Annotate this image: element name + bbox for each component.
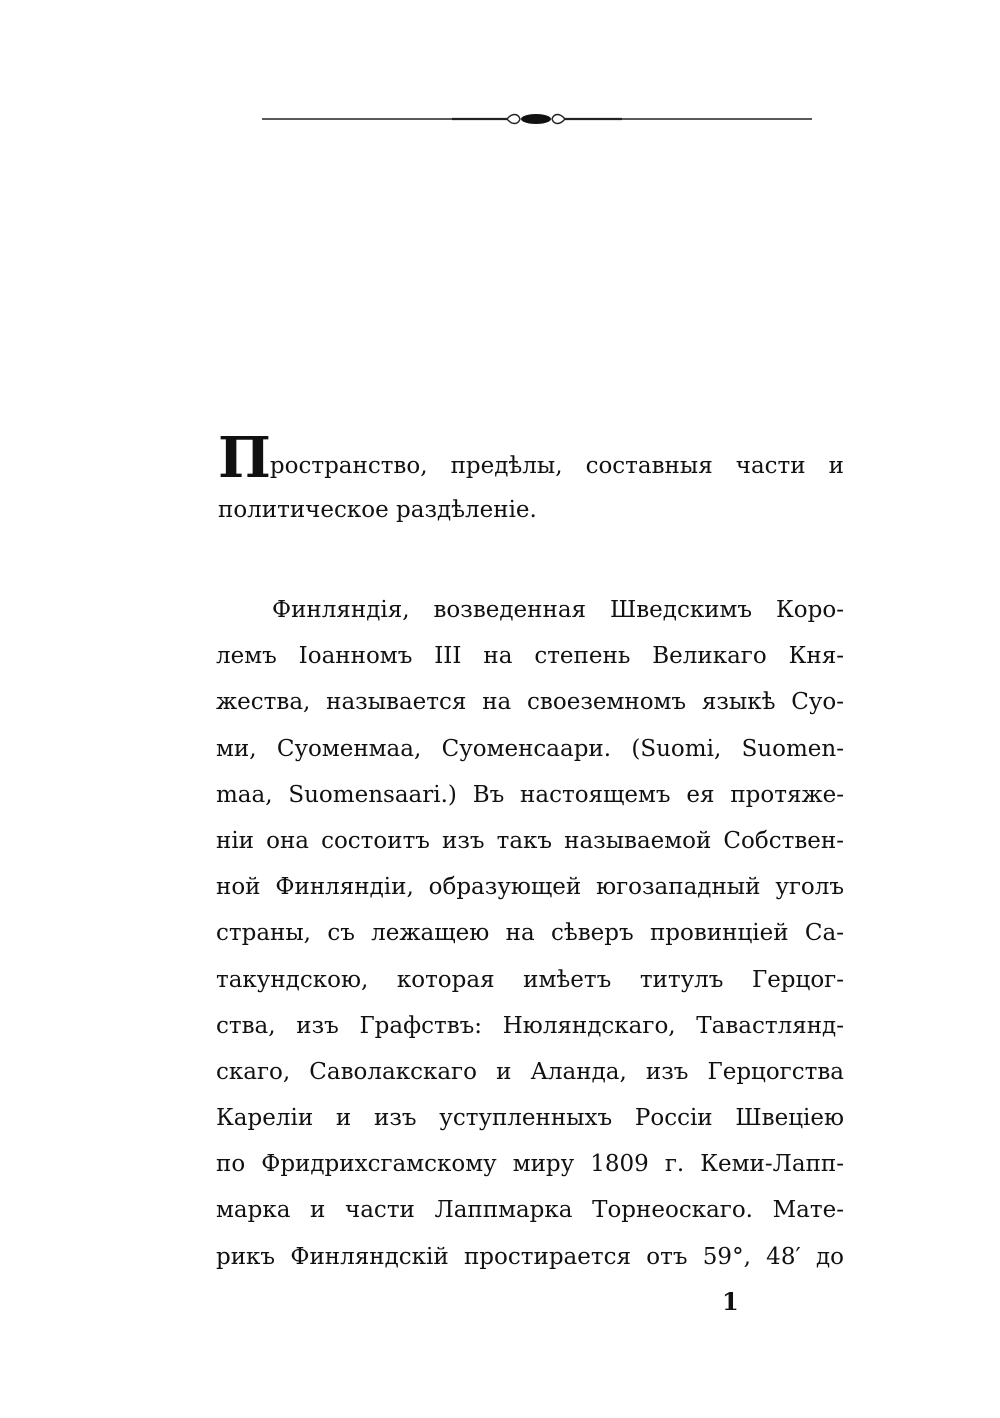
heading-line-1-text: ространство, предѣлы, составныя части и (269, 453, 844, 479)
body-line: ства, изъ Графствъ: Нюляндскаго, Тавастлянд- (216, 1012, 844, 1039)
divider-flourish-right (552, 115, 565, 124)
divider-flourish-left (507, 115, 520, 124)
divider-center-ornament (521, 114, 551, 124)
body-line: ніи она состоитъ изъ такъ называемой Собствен- (216, 827, 844, 854)
body-line: страны, съ лежащею на сѣверъ провинціей Са- (216, 920, 844, 947)
body-line: ми, Суоменмаа, Суоменсаари. (Suomi, Suomen- (216, 735, 844, 762)
body-line: лемъ Іоанномъ III на степень Великаго Кня- (216, 643, 844, 670)
body-line: Кареліи и изъ уступленныхъ Россіи Швеціею (216, 1105, 844, 1132)
body-line: Финляндія, возведенная Шведскимъ Коро- (272, 597, 844, 623)
page-number: 1 (722, 1287, 739, 1316)
body-line: maa, Suomensaari.) Въ настоящемъ ея протяже- (216, 781, 844, 808)
heading-line-1 (218, 425, 844, 491)
body-line: по Фридрихсгамскому миру 1809 г. Кеми-Лапп- (216, 1151, 844, 1178)
body-line: марка и части Лаппмарка Торнеоскаго. Мате- (216, 1197, 844, 1224)
body-line: ной Финляндіи, образующей югозападный уголъ (216, 874, 844, 901)
body-line: скаго, Саволакскаго и Аланда, изъ Герцогства (216, 1058, 844, 1085)
body-line: такундскою, которая имѣетъ титулъ Герцог- (216, 966, 844, 993)
body-line: рикъ Финляндскій простирается отъ 59°, 48′ до (216, 1243, 844, 1270)
decorative-divider (262, 108, 812, 130)
heading-line-2: политическое раздѣленіе. (218, 497, 537, 523)
body-line: жества, называется на своеземномъ языкѣ Суо- (216, 689, 844, 716)
section-heading (218, 425, 844, 534)
body-paragraph (216, 587, 844, 1280)
drop-cap: П (218, 425, 269, 491)
